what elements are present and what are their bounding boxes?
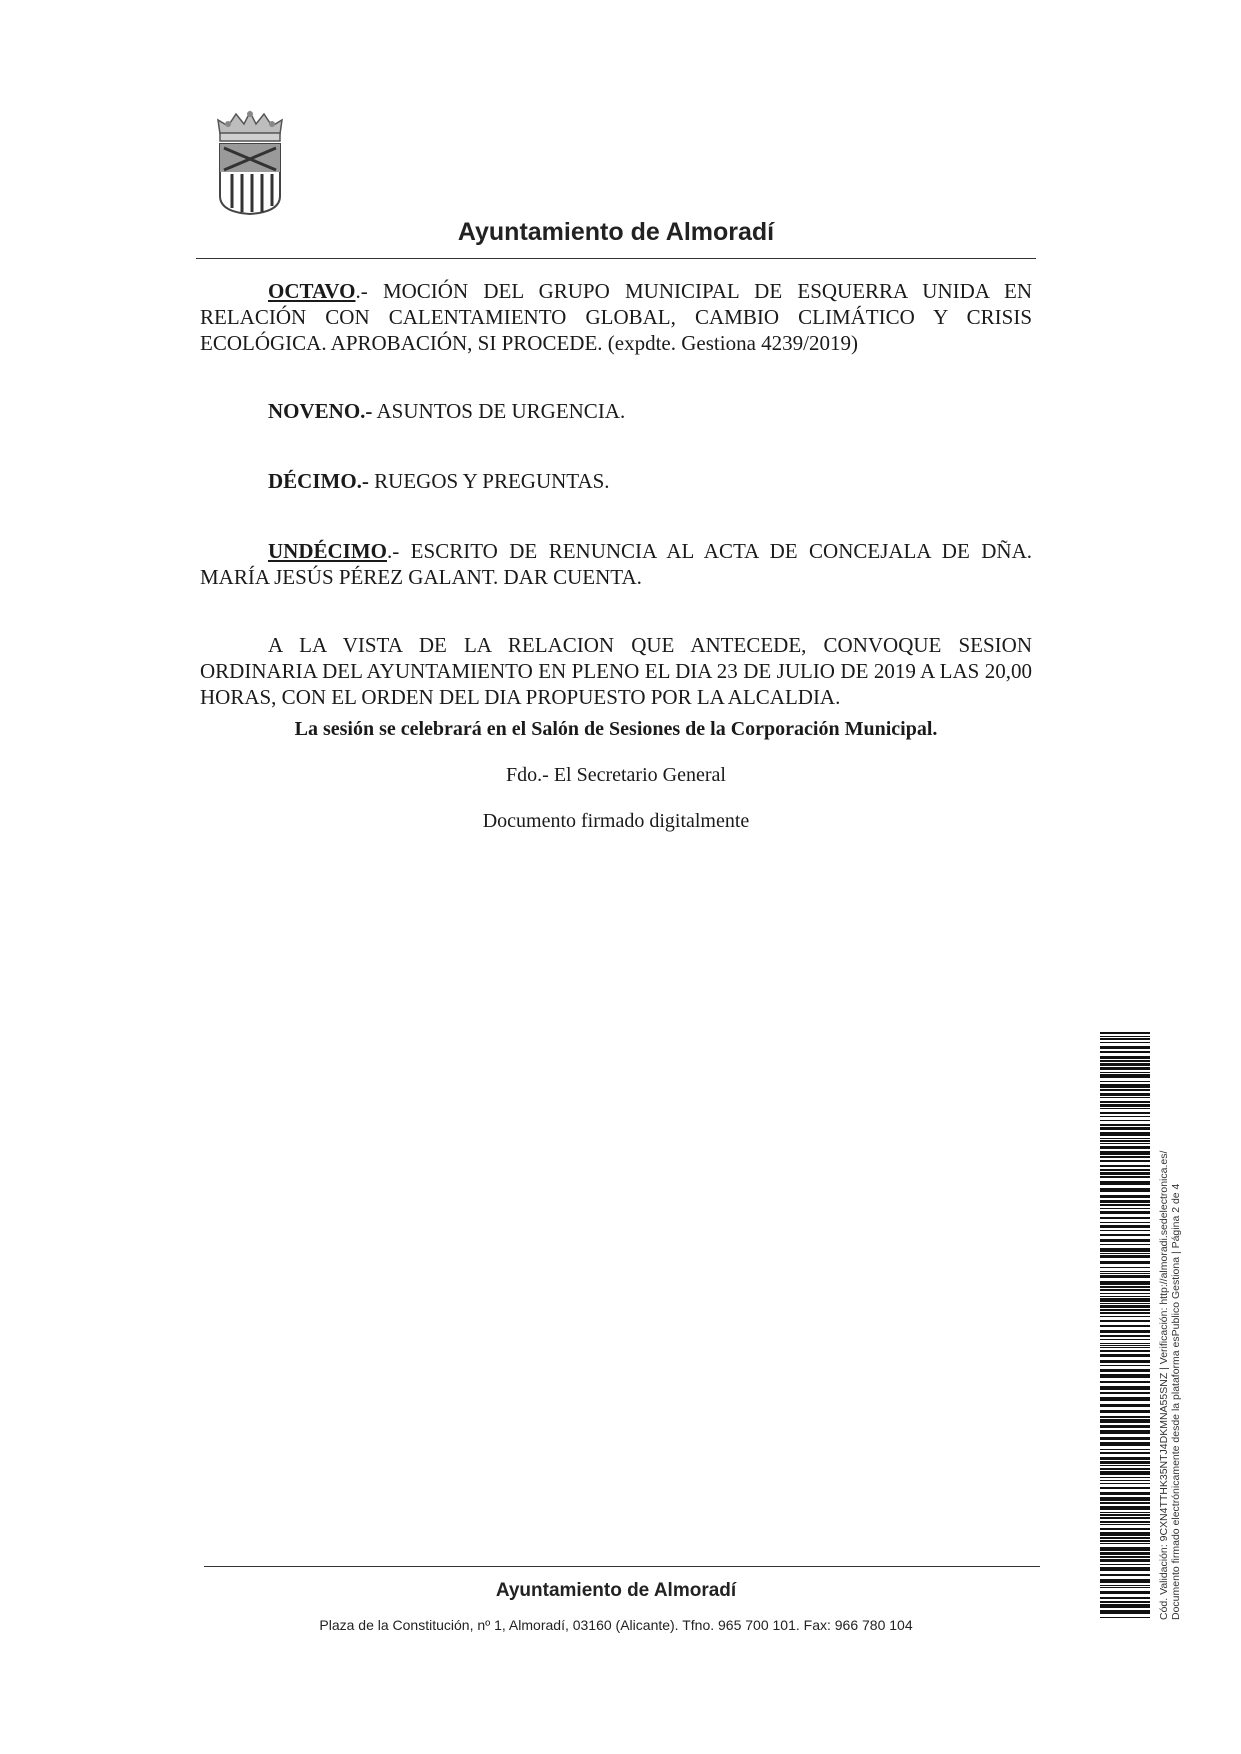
barcode-bar	[1100, 1512, 1150, 1513]
barcode-bar	[1100, 1225, 1150, 1228]
barcode-bar	[1100, 1604, 1150, 1608]
barcode-bar	[1100, 1217, 1150, 1219]
barcode-bar	[1100, 1112, 1150, 1114]
barcode-bar	[1100, 1528, 1150, 1530]
barcode-bar	[1100, 1392, 1150, 1394]
barcode-bar	[1100, 1296, 1150, 1297]
barcode-bar	[1100, 1517, 1150, 1519]
validation-line-2: Documento firmado electrónicamente desde la plataforma esPublico Gestiona | Página 2 de 4	[1170, 1183, 1182, 1620]
barcode-bar	[1100, 1386, 1150, 1390]
agenda-item-text: ASUNTOS DE URGENCIA.	[372, 399, 626, 423]
barcode-bar	[1100, 1524, 1150, 1525]
barcode-bar	[1100, 1143, 1150, 1144]
barcode-bar	[1100, 1521, 1150, 1523]
barcode-bar	[1100, 1419, 1150, 1423]
digital-signature-note: Documento firmado digitalmente	[482, 810, 750, 832]
barcode-bar	[1100, 1165, 1150, 1167]
barcode-bar	[1100, 1230, 1150, 1231]
barcode-bar	[1100, 1559, 1150, 1562]
barcode-bar	[1100, 1369, 1150, 1372]
barcode-bar	[1100, 1350, 1150, 1352]
barcode-bar	[1100, 1289, 1150, 1291]
barcode-bar	[1100, 1281, 1150, 1285]
barcode-bar	[1100, 1239, 1150, 1242]
signature-line: Fdo.- El Secretario General	[506, 764, 726, 786]
barcode-bar	[1100, 1084, 1150, 1088]
barcode-bar	[1100, 1309, 1150, 1311]
barcode-bar	[1100, 1347, 1150, 1348]
barcode-bar	[1100, 1354, 1150, 1357]
barcode-bar	[1100, 1416, 1150, 1418]
barcode-bar	[1100, 1514, 1150, 1516]
barcode-bar	[1100, 1222, 1150, 1223]
barcode-bar	[1100, 1108, 1150, 1109]
barcode-bar	[1100, 1081, 1150, 1082]
barcode-bar	[1100, 1430, 1150, 1434]
agenda-item-lead: NOVENO.-	[268, 399, 373, 423]
barcode-bar	[1100, 1271, 1150, 1272]
barcode-bar	[1100, 1579, 1150, 1583]
barcode-bar	[1100, 1471, 1150, 1475]
barcode-bar	[1100, 1487, 1150, 1489]
barcode-bar	[1100, 1316, 1150, 1317]
barcode-bar	[1100, 1325, 1150, 1327]
barcode-bar	[1100, 1335, 1150, 1337]
barcode-bar	[1100, 1477, 1150, 1478]
barcode-bar	[1100, 1101, 1150, 1103]
barcode-bar	[1100, 1543, 1150, 1544]
barcode-bar	[1100, 1176, 1150, 1178]
coat-of-arms-icon	[214, 108, 286, 218]
barcode-bar	[1100, 1404, 1150, 1407]
barcode-bar	[1100, 1556, 1150, 1558]
barcode-bar	[1100, 1146, 1150, 1149]
barcode-bar	[1100, 1067, 1150, 1070]
barcode-bar	[1100, 1502, 1150, 1504]
barcode-bar	[1100, 1397, 1150, 1401]
barcode-bar	[1100, 1574, 1150, 1576]
header-divider	[196, 258, 1036, 259]
footer-divider	[204, 1566, 1040, 1567]
barcode-bar	[1100, 1036, 1150, 1037]
barcode-bar	[1100, 1056, 1150, 1059]
barcode-bar	[1100, 1124, 1150, 1126]
barcode-bar	[1100, 1381, 1150, 1383]
barcode-bar	[1100, 1200, 1150, 1203]
barcode-bar	[1100, 1597, 1150, 1599]
footer-address: Plaza de la Constitución, nº 1, Almoradí, 03160 (Alicante). Tfno. 965 700 101. Fax: 966 780 104	[319, 1617, 913, 1633]
barcode-bar	[1100, 1365, 1150, 1366]
barcode-bar	[1100, 1303, 1150, 1304]
convocation-text: A LA VISTA DE LA RELACION QUE ANTECEDE, CONVOQUE SESION ORDINARIA DEL AYUNTAMIENTO EN PLENO EL DIA 23 DE JULIO DE 2019 A LAS 20,00 HORAS, CON EL ORDEN DEL DIA PROPUESTO POR LA ALCALDIA.	[200, 633, 1032, 709]
agenda-item-noveno	[200, 398, 1032, 424]
barcode-bar	[1100, 1305, 1150, 1308]
barcode-bar	[1100, 1591, 1150, 1594]
barcode-bar	[1100, 1204, 1150, 1206]
agenda-item-text: .- MOCIÓN DEL GRUPO MUNICIPAL DE ESQUERRA UNIDA EN RELACIÓN CON CALENTAMIENTO GLOBAL, CAMBIO CLIMÁTICO Y CRISIS ECOLÓGICA. APROBACIÓN, SI PROCEDE. (expdte. Gestiona 4239/2019)	[200, 279, 1032, 355]
barcode-bar	[1100, 1442, 1150, 1446]
barcode-bar	[1100, 1151, 1150, 1155]
barcode-bar	[1100, 1261, 1150, 1264]
barcode-bar	[1100, 1601, 1150, 1603]
barcode-bar	[1100, 1195, 1150, 1198]
barcode-bar	[1100, 1567, 1150, 1571]
header-title: Ayuntamiento de Almoradí	[457, 218, 775, 246]
barcode-bar	[1100, 1425, 1150, 1428]
barcode-bar	[1100, 1181, 1150, 1185]
barcode-bar	[1100, 1138, 1150, 1139]
barcode-bar	[1100, 1286, 1150, 1288]
barcode-bar	[1100, 1617, 1150, 1618]
barcode-bar	[1100, 1244, 1150, 1245]
barcode-bar	[1100, 1063, 1150, 1066]
agenda-item-text: RUEGOS Y PREGUNTAS.	[368, 469, 610, 493]
barcode-bar	[1100, 1127, 1150, 1130]
barcode-bar	[1100, 1343, 1150, 1344]
barcode-bar	[1100, 1051, 1150, 1053]
agenda-item-lead: OCTAVO	[268, 279, 356, 303]
barcode-bar	[1100, 1320, 1150, 1322]
barcode-bar	[1100, 1060, 1150, 1062]
barcode-bar	[1100, 1497, 1150, 1501]
barcode-bar	[1100, 1140, 1150, 1142]
barcode-bar	[1100, 1552, 1150, 1555]
barcode-bar	[1100, 1610, 1150, 1614]
barcode-bar	[1100, 1074, 1150, 1078]
barcode-bar	[1100, 1267, 1150, 1268]
barcode-bar	[1100, 1032, 1150, 1034]
barcode-bar	[1100, 1465, 1150, 1466]
barcode-bar	[1100, 1468, 1150, 1470]
barcode-bar	[1100, 1293, 1150, 1294]
barcode-bar	[1100, 1097, 1150, 1098]
barcode-bar	[1100, 1172, 1150, 1175]
barcode-bar	[1100, 1046, 1150, 1049]
barcode-bar	[1100, 1298, 1150, 1302]
barcode-bar	[1100, 1072, 1150, 1073]
barcode-bar	[1100, 1345, 1150, 1346]
barcode-bar	[1100, 1547, 1150, 1551]
barcode-bar	[1100, 1042, 1150, 1043]
barcode-bar	[1100, 1234, 1150, 1236]
barcode-bar	[1100, 1188, 1150, 1192]
barcode-bar	[1100, 1248, 1150, 1252]
barcode-bar	[1100, 1253, 1150, 1254]
barcode-bar	[1100, 1273, 1150, 1274]
barcode-bar	[1100, 1120, 1150, 1121]
barcode-bar	[1100, 1160, 1150, 1162]
barcode-bar	[1100, 1312, 1150, 1314]
agenda-item-lead: DÉCIMO.-	[268, 469, 369, 493]
barcode-bar	[1100, 1330, 1150, 1333]
barcode-bar	[1100, 1492, 1150, 1495]
agenda-item-octavo	[200, 278, 1032, 356]
agenda-item-text: .- ESCRITO DE RENUNCIA AL ACTA DE CONCEJALA DE DÑA. MARÍA JESÚS PÉREZ GALANT. DAR CUENTA.	[200, 539, 1032, 589]
barcode-bar	[1100, 1211, 1150, 1214]
barcode-bar	[1100, 1208, 1150, 1209]
validation-line-1: Cód. Validación: 9CXN4TTHK35NTJ4DKMNA55SNZ | Verificación: http://almoradi.sedelectronica.es/	[1158, 1150, 1170, 1620]
barcode-bar	[1100, 1537, 1150, 1539]
barcode-bar	[1100, 1452, 1150, 1454]
barcode-bar	[1100, 1339, 1150, 1340]
barcode-icon	[1100, 1032, 1150, 1618]
barcode-bar	[1100, 1360, 1150, 1363]
agenda-item-decimo	[200, 468, 1032, 494]
agenda-item-undecimo	[200, 538, 1032, 590]
barcode-bar	[1100, 1169, 1150, 1171]
barcode-bar	[1100, 1255, 1150, 1258]
barcode-bar	[1100, 1093, 1150, 1096]
validation-text	[1158, 1100, 1182, 1620]
agenda-item-lead: UNDÉCIMO	[268, 539, 387, 563]
barcode-bar	[1100, 1116, 1150, 1117]
barcode-bar	[1100, 1483, 1150, 1484]
barcode-bar	[1100, 1532, 1150, 1536]
footer-title: Ayuntamiento de Almoradí	[495, 1580, 737, 1601]
barcode-bar	[1100, 1480, 1150, 1481]
barcode-bar	[1100, 1374, 1150, 1378]
barcode-bar	[1100, 1449, 1150, 1450]
barcode-bar	[1100, 1461, 1150, 1464]
barcode-bar	[1100, 1540, 1150, 1542]
barcode-bar	[1100, 1132, 1150, 1136]
barcode-bar	[1100, 1457, 1150, 1460]
barcode-bar	[1100, 1089, 1150, 1091]
barcode-bar	[1100, 1038, 1150, 1040]
convocation-paragraph	[200, 632, 1032, 710]
barcode-bar	[1100, 1585, 1150, 1586]
barcode-bar	[1100, 1275, 1150, 1278]
barcode-bar	[1100, 1104, 1150, 1107]
venue-statement: La sesión se celebrará en el Salón de Sesiones de la Corporación Municipal.	[294, 718, 938, 740]
barcode-bar	[1100, 1410, 1150, 1413]
barcode-bar	[1100, 1156, 1150, 1158]
barcode-bar	[1100, 1564, 1150, 1565]
barcode-bar	[1100, 1587, 1150, 1588]
barcode-bar	[1100, 1437, 1150, 1440]
barcode-bar	[1100, 1506, 1150, 1510]
